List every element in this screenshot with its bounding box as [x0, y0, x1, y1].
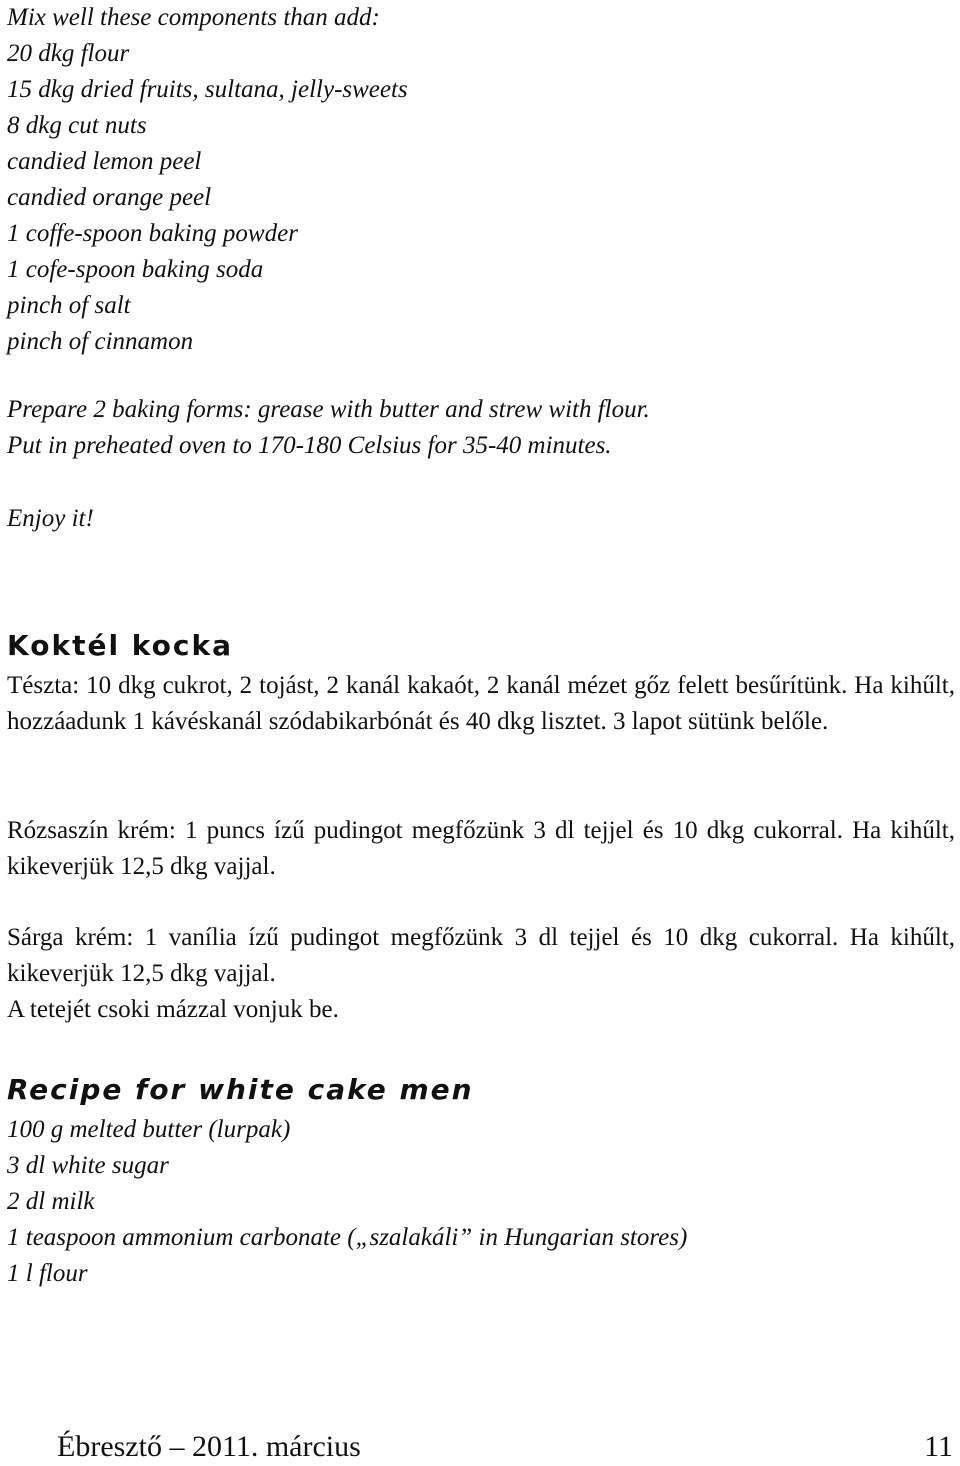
prep-line: Put in preheated oven to 170-180 Celsius for 35-40 minutes.	[7, 432, 612, 459]
ingredient-item: candied lemon peel	[7, 148, 202, 175]
page-footer	[0, 1428, 960, 1466]
page-number: 11	[924, 1430, 953, 1463]
ingredient-item: pinch of cinnamon	[7, 328, 194, 355]
paragraph-sarga-krem	[7, 920, 955, 1028]
preparation-instructions	[7, 392, 650, 464]
footer-title: Ébresztő – 2011. március	[57, 1430, 361, 1463]
enjoy-text: Enjoy it!	[7, 505, 94, 532]
ingredient-item: candied orange peel	[7, 184, 212, 211]
ingredient-item: pinch of salt	[7, 292, 131, 319]
ingredient-item: 100 g melted butter (lurpak)	[7, 1116, 291, 1143]
sarga-krem-text: Sárga krém: 1 vanília ízű pudingot megfőzünk 3 dl tejjel és 10 dkg cukorral. Ha kihűlt, kikeverjük 12,5 dkg vajjal.	[7, 924, 955, 987]
ingredient-list-fruit-cake	[7, 0, 408, 360]
ingredient-list-white-cake	[7, 1112, 687, 1292]
ingredient-item: 2 dl milk	[7, 1188, 95, 1215]
ingredient-item: 8 dkg cut nuts	[7, 112, 147, 139]
mix-intro: Mix well these components than add:	[7, 4, 380, 31]
ingredient-item: 3 dl white sugar	[7, 1152, 169, 1179]
ingredient-item: 1 l flour	[7, 1260, 88, 1287]
section-heading-white-cake: Recipe for white cake men	[7, 1073, 474, 1106]
section-heading-koktel: Koktél kocka	[7, 629, 234, 662]
teteje-text: A tetejét csoki mázzal vonjuk be.	[7, 996, 339, 1023]
ingredient-item: 1 cofe-spoon baking soda	[7, 256, 264, 283]
ingredient-item: 15 dkg dried fruits, sultana, jelly-sweets	[7, 76, 408, 103]
ingredient-item: 1 coffe-spoon baking powder	[7, 220, 298, 247]
ingredient-item: 20 dkg flour	[7, 40, 130, 67]
paragraph-teszta: Tészta: 10 dkg cukrot, 2 tojást, 2 kanál kakaót, 2 kanál mézet gőz felett besűrítünk. Ha kihűlt, hozzáadunk 1 kávéskanál szódabikarbónát és 40 dkg lisztet. 3 lapot sütünk belőle.	[7, 672, 955, 735]
prep-line: Prepare 2 baking forms: grease with butter and strew with flour.	[7, 396, 650, 423]
paragraph-rozsaszin-krem: Rózsaszín krém: 1 puncs ízű pudingot megfőzünk 3 dl tejjel és 10 dkg cukorral. Ha kihűlt, kikeverjük 12,5 dkg vajjal.	[7, 817, 955, 880]
ingredient-item: 1 teaspoon ammonium carbonate („szalakáli” in Hungarian stores)	[7, 1224, 688, 1251]
